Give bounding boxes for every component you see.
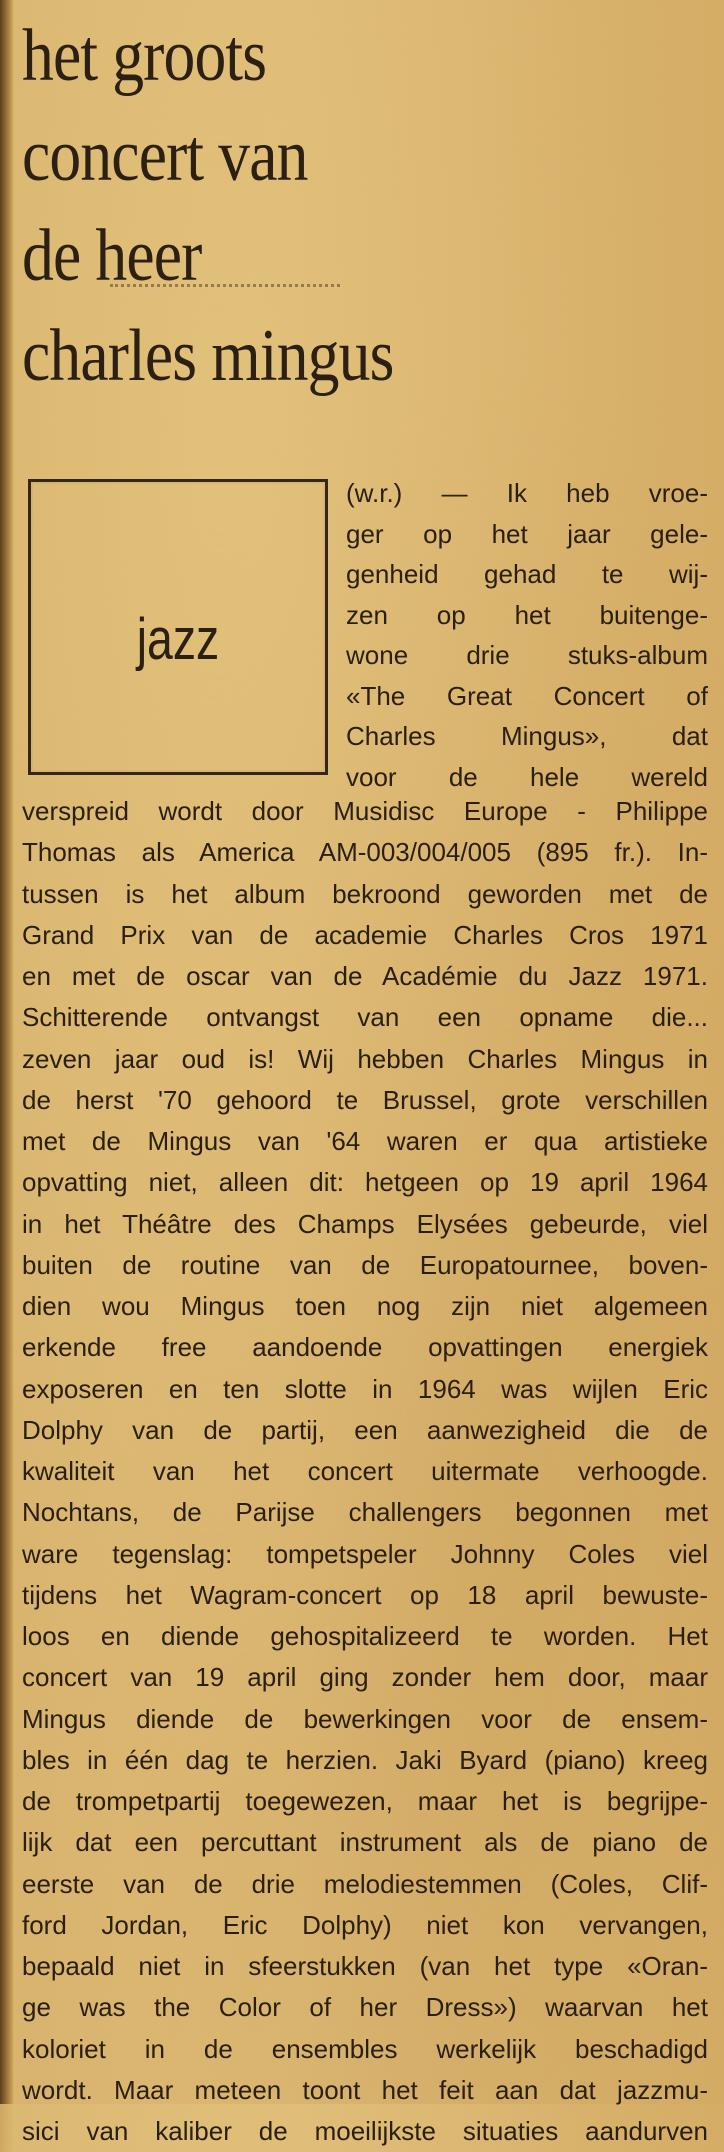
text-line: sici van kaliber de moeilijkste situaties aandurven [22,2116,708,2146]
text-line: koloriet in de ensembles werkelijk beschadigd [22,2033,708,2064]
text-line: buiten de routine van de Europatournee, boven- [22,1249,708,1280]
section-label: jazz [136,607,220,672]
text-line: opvatting niet, alleen dit: hetgeen op 19 april 1964 [22,1167,708,1198]
text-line: genheid gehad te wij- [346,559,708,589]
text-line: kwaliteit van het concert uitermate verhoogde. [22,1456,708,1486]
text-line: de trompetpartij toegewezen, maar het is begrijpe- [22,1786,708,1816]
text-line: ford Jordan, Eric Dolphy) niet kon vervangen, [22,1909,708,1940]
text-line: zeven jaar oud is! Wij hebben Charles Mingus in [22,1043,708,1074]
text-line: bepaald niet in sfeerstukken (van het type «Oran- [22,1951,708,1981]
text-line: exposeren en ten slotte in 1964 was wijlen Eric [22,1373,708,1404]
text-line: en met de oscar van de Académie du Jazz 1971. [22,961,708,991]
headline-line: het groots [22,15,267,97]
text-line: bles in één dag te herzien. Jaki Byard (piano) kreeg [22,1744,708,1775]
headline [22,6,504,406]
text-line: eerste van de drie melodiestemmen (Coles, Clif- [22,1868,708,1899]
text-line: tussen is het album bekroond geworden met de [22,878,708,909]
text-line: zen op het buitenge- [346,599,708,630]
text-line: verspreid wordt door Musidisc Europe - Philippe [22,796,708,826]
text-line: wone drie stuks-album [346,640,708,670]
text-line: Schitterende ontvangst van een opname die... [22,1002,708,1033]
text-line: dien wou Mingus toen nog zijn niet algemeen [22,1291,708,1321]
text-line: ware tegenslag: tompetspeler Johnny Coles viel [22,1538,708,1569]
text-line: Charles Mingus», dat [346,721,708,751]
text-line: Grand Prix van de academie Charles Cros 1971 [22,919,708,950]
text-line: Dolphy van de partij, een aanwezigheid die de [22,1414,708,1445]
text-line: ger op het jaar gele- [346,518,708,549]
text-line: «The Great Concert of [346,680,708,711]
text-line: Nochtans, de Parijse challengers begonnen met [22,1497,708,1528]
text-line: Mingus diende de bewerkingen voor de ensem- [22,1703,708,1734]
text-line: Thomas als America AM-003/004/005 (895 fr.). In- [22,837,708,868]
article-column-narrow [346,473,708,797]
text-line: wordt. Maar meteen toont het feit aan dat jazzmu- [22,2074,708,2105]
text-line: de herst '70 gehoord te Brussel, grote verschillen [22,1084,708,1115]
headline-line: concert van [22,115,308,197]
text-line: erkende free aandoende opvattingen energiek [22,1332,708,1363]
text-line: tijdens het Wagram-concert op 18 april bewuste- [22,1579,708,1610]
text-line: concert van 19 april ging zonder hem door, maar [22,1662,708,1693]
section-label-box [28,479,328,775]
text-line: ge was the Color of her Dress») waarvan het [22,1992,708,2023]
headline-line: de heer [22,215,202,297]
text-line: lijk dat een percuttant instrument als de piano de [22,1827,708,1858]
text-line: loos en diende gehospitalizeerd te worden. Het [22,1621,708,1651]
text-line: in het Théâtre des Champs Elysées gebeurde, viel [22,1208,708,1239]
text-line: (w.r.) — Ik heb vroe- [346,478,708,508]
text-line: met de Mingus van '64 waren er qua artistieke [22,1126,708,1156]
article-column-full [22,791,708,2152]
dotted-rule [110,284,340,287]
text-line: voor de hele wereld [346,761,708,792]
page-fold-edge [0,0,14,2104]
headline-line: charles mingus [22,315,394,397]
